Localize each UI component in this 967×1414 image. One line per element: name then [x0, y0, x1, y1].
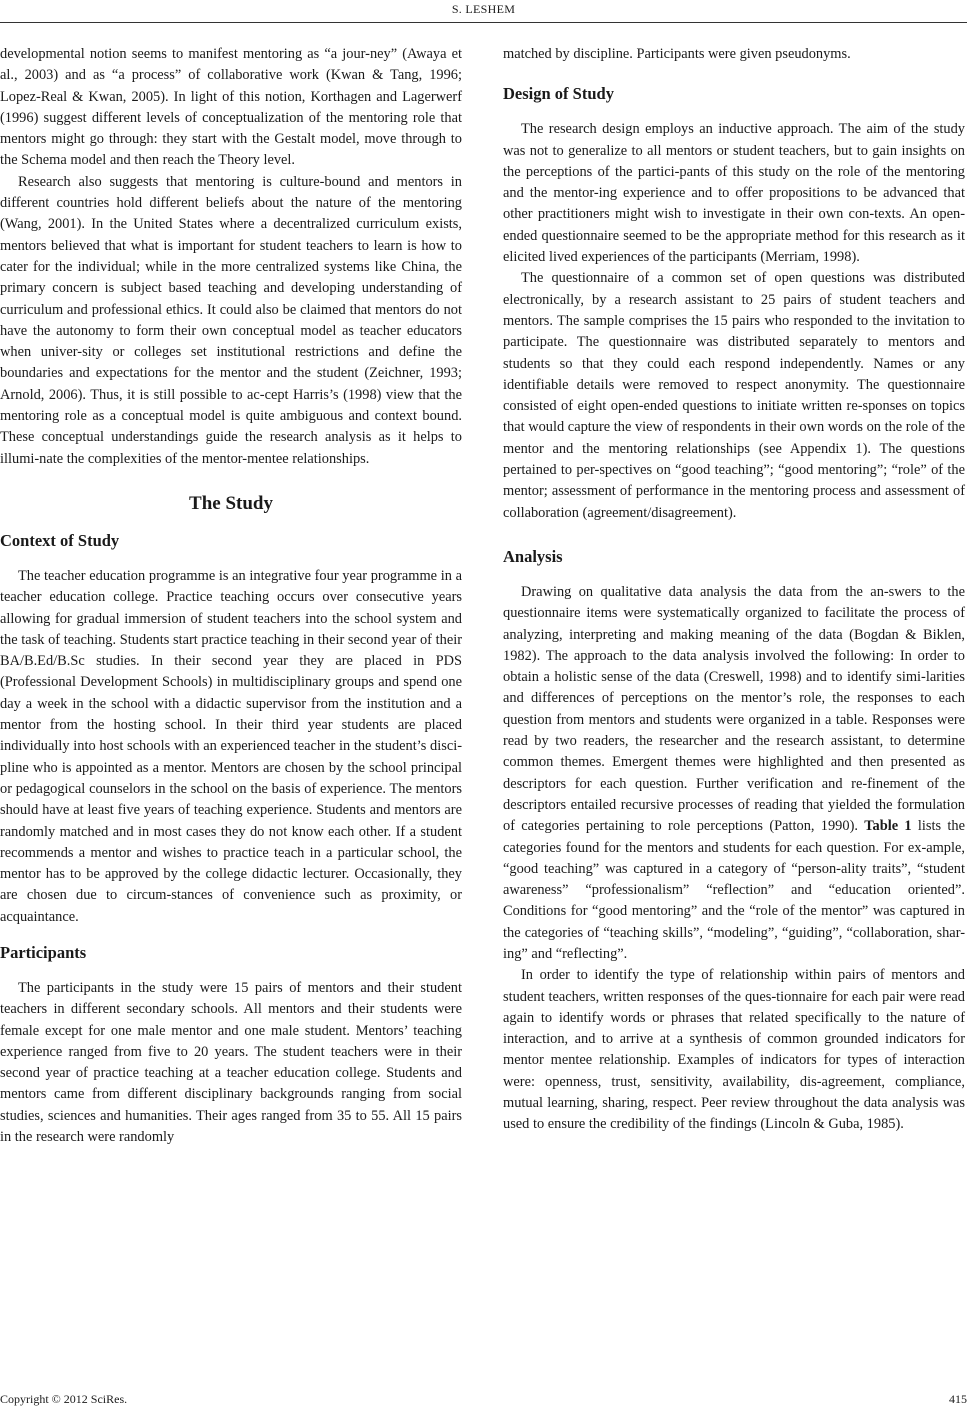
paragraph-text: lists the categories found for the mentors and students for each question. For ex-ample, “good teaching” was captured in a category of “person-ality traits”, “student awareness” “professionalism” “reflection” and “education oriented”. Conditions for “good mentoring” and the “role of the mentor” was captured in the categories of “teaching skills”, “modeling”, “guiding”, “collaboration, shar-ing” and “reflecting”. — [503, 818, 965, 962]
section-title: The Study — [189, 492, 273, 514]
paragraph: The research design employs an inductive approach. The aim of the study was not to generalize to all mentors or student teachers, but to gain insights on the perceptions of the partici-pants of this study on the role of the mentoring and the mentor-ing experience and to offer propositions to be advanced that other practitioners might wish to investigate in their own con-texts. An open-ended questionnaire seemed to be the appropriate method for this research as it elicited lived experiences of the participants (Merriam, 1998). — [503, 121, 965, 266]
paragraph: The questionnaire of a common set of open questions was distributed electronically, by a research assistant to 25 pairs of student teachers and mentors. The sample comprises the 15 pairs who responded to the invitation to participate. The questionnaire was distributed separately to mentors and students so that they could each respond independently. Names or any identifiable details were removed to respect anonymity. The questionnaire consisted of eight open-ended questions to initiate written re-sponses on topics that would capture the view of respondents in their own words on the role of the mentor and the mentoring relationships (see Appendix 1). The questions pertained to per-spectives on “good teaching”; “good mentoring”; “role” of the mentor; assessment of performance in the mentoring process and assessment of collaboration (agreement/disagreement). — [503, 270, 965, 521]
subsection-title: Design of Study — [503, 84, 614, 104]
right-column — [503, 44, 965, 1136]
paragraph — [503, 582, 965, 965]
table-reference: Table 1 — [864, 818, 912, 835]
paragraph: developmental notion seems to manifest mentoring as “a jour-ney” (Awaya et al., 2003) and as “a process” of collaborative work (Kwan & Tang, 1996; Lopez-Real & Kwan, 2005). In light of this notion, Korthagen and Lagerwerf (1996) suggest different levels of conceptualization of the mentoring role that mentors might go through: they start with the Gestalt model, move through to the Schema model and then reach the Theory level. — [0, 46, 462, 169]
page-number: 415 — [949, 1392, 967, 1406]
header-divider — [0, 22, 967, 23]
paragraph: matched by discipline. Participants were given pseudonyms. — [503, 46, 851, 62]
left-column — [0, 44, 462, 1148]
paragraph: Research also suggests that mentoring is culture-bound and mentors in different countries hold different beliefs about the nature of the mentoring (Wang, 2001). In the United States where a decentralized curriculum exists, mentors believed that what is important for student teachers to learn is how to cater for the individual; while in the more centralized systems like China, the primary concern is subject based teaching and developing understanding of curriculum and professional ethics. It could also be claimed that mentors do not have the autonomy to form their own conceptual model as teacher educators when univer-sity or colleges set institutional restrictions and define the boundaries and expectations for the mentor and the student (Zeichner, 1993; Arnold, 2006). Thus, it is still possible to ac-cept Harris’s (1998) view that the mentoring role as a conceptual model is quite ambiguous and context bound. These conceptual understandings guide the research analysis as it helps to illumi-nate the complexities of the mentor-mentee relationships. — [0, 173, 462, 467]
subsection-title: Analysis — [503, 546, 563, 566]
paragraph: The teacher education programme is an integrative four year programme in a teacher education college. Practice teaching occurs over consecutive years allowing for gradual immersion of student teachers into the school system and the task of teaching. Students start practice teaching in their second year of their BA/B.Ed/B.Sc studies. In their second year they are placed in PDS (Professional Development Schools) in multidisciplinary groups and spend one day a week in the school with a didactic supervisor from the institution and a mentor from the hosting school. In their third year students are placed individually into host schools with an experienced teacher in the student’s disci-pline who is appointed as a mentor. Mentors are chosen by the school principal or pedagogical counselors in the school on the basis of experience. The mentors should have at least five years of teaching experience. Students and mentors are randomly matched and in most cases they do not know each other. If a student recommends a mentor and wishes to practice teach in a particular school, the mentor has to be approved by the college didactic lecturer. Occasionally, they are chosen due to circum-stances of convenience such as proximity, or acquaintance. — [0, 567, 462, 925]
copyright-notice: Copyright © 2012 SciRes. — [0, 1392, 128, 1406]
paragraph: In order to identify the type of relationship within pairs of mentors and student teachers, written responses of the ques-tionnaire for each pair were read again to identify words or phrases that related specifically to the nature of interaction, and to arrive at a synthesis of common grounded indicators for mentor mentee relationship. Examples of indicators for types of interaction were: openness, trust, sensitivity, availability, dis-agreement, compliance, mutual learning, sharing, respect. Peer review throughout the data analysis was used to ensure the credibility of the findings (Lincoln & Guba, 1985). — [503, 967, 965, 1133]
running-head: S. LESHEM — [451, 2, 516, 16]
subsection-title: Context of Study — [0, 530, 120, 550]
paragraph: The participants in the study were 15 pairs of mentors and their student teachers in different secondary schools. All mentors and their students were female except for one male mentor and one male student. Mentors’ teaching experience ranged from five to 20 years. The student teachers were in their second year of practice teaching at a teacher education college. Students and mentors came from different disciplinary backgrounds ranging from social studies, sciences and humanities. Their ages ranged from 35 to 55. All 15 pairs in the research were randomly — [0, 979, 462, 1146]
subsection-title: Participants — [0, 942, 87, 962]
paragraph-text: Drawing on qualitative data analysis the data from the an-swers to the questionnaire items were systematically organized to facilitate the process of analyzing, interpreting and making meaning of the data (Bogdan & Biklen, 1982). The approach to the data analysis involved the following: In order to obtain a holistic sense of the data (Creswell, 1998) and to identify simi-larities and differences of perceptions on the mentor’s role, the responses to each question from mentors and students were organized in a table. Responses were read by two readers, the researcher and the research assistant, to determine common themes. Emergent themes were highlighted and then presented as descriptors for each question. Further verification and re-finement of the descriptors entailed recursive processes of reading that yielded the formulation of categories pertaining to role perceptions (Patton, 1990). — [503, 583, 965, 835]
